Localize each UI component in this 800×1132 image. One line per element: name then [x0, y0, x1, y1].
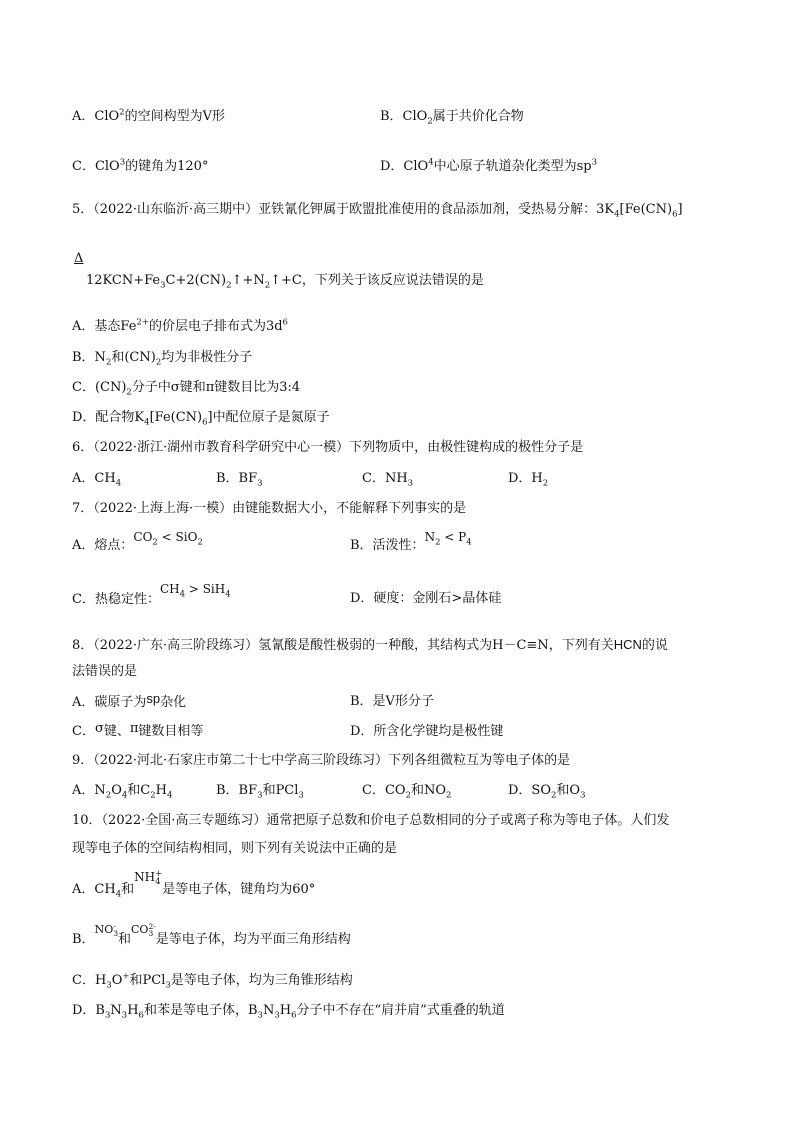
q5-b-sub2: 2 — [155, 357, 162, 368]
q10-option-b — [72, 922, 351, 949]
q8-stem — [72, 636, 668, 655]
q4-c-text: C．ClO — [72, 159, 120, 174]
q8-stem-3: 的说 — [641, 638, 668, 653]
q10-b-ion1-sup: - — [113, 922, 116, 931]
q8-stem-2: ，下列有关 — [548, 638, 614, 653]
q10-a-1: A．CH — [72, 882, 116, 897]
q6-a-sub: 4 — [115, 478, 122, 489]
q5-eq-1: 12KCN+Fe — [86, 273, 161, 288]
q8-a-sp: sp — [146, 691, 161, 706]
q10-b-rest: 是等电子体，均为平面三角形结构 — [155, 932, 351, 947]
q10-a-mid: 和 — [121, 882, 135, 897]
q10-b-ion2 — [131, 923, 156, 936]
q5-eq-sub2: 2 — [226, 280, 232, 291]
q7-option-b — [350, 530, 472, 555]
q5-b-mid: 和(CN) — [111, 350, 156, 365]
q9-a-1: A．N — [72, 783, 106, 798]
q9-a-s2: 4 — [121, 790, 128, 801]
q8-c-sigma: σ — [94, 721, 104, 736]
q4-option-a — [72, 108, 225, 126]
q5-eq-sub1: 3 — [160, 280, 166, 291]
q9-a-2: O — [111, 783, 122, 798]
q9-a-4: H — [155, 783, 167, 798]
q10-b-1: B． — [72, 932, 95, 947]
q10-a-ion-sub: 4 — [155, 876, 161, 887]
q9-a-s4: 4 — [167, 790, 173, 801]
q7-a-m2: < SiO — [157, 530, 198, 544]
q4-option-c — [72, 158, 208, 176]
q4-b-sub: 2 — [427, 116, 433, 127]
q4-c-sup: 3 — [119, 157, 126, 168]
q7-c-math — [159, 582, 231, 600]
q7-option-a — [72, 530, 203, 555]
q6-b-text: B．BF — [216, 471, 258, 486]
q8-option-d: D．所含化学键均是极性键 — [350, 724, 504, 739]
q6-stem: 6．（2022·浙江·湖州市教育科学研究中心一模）下列物质中，由极性键构成的极性分子是 — [72, 440, 584, 455]
q10-a-ion — [134, 868, 163, 887]
q5-option-b — [72, 349, 252, 367]
q5-stem-sub: 4 — [614, 209, 620, 220]
q10-d-2: N — [110, 1003, 122, 1018]
q5-option-a — [72, 318, 288, 336]
q5-eq-sub3: 2 — [264, 280, 271, 291]
q5-a-sup2: 6 — [282, 317, 288, 328]
q7-b-math — [424, 530, 472, 548]
q4-option-b — [380, 108, 524, 126]
q7-option-c — [72, 582, 231, 609]
q10-d-s1: 3 — [104, 1010, 111, 1021]
q5-stem-end: ] — [677, 202, 683, 217]
q4-b-rest: 属于共价化合物 — [432, 109, 524, 124]
q9-a-3: 和C — [127, 783, 151, 798]
q10-b-ion1-sub: 3 — [113, 929, 118, 938]
q5-eq-3: ↑+N — [231, 273, 265, 288]
q7-b-m1: N — [424, 530, 436, 544]
q9-b-s1: 3 — [257, 790, 263, 801]
q7-c-msub2: 4 — [225, 589, 231, 600]
q10-b-mid: 和 — [118, 932, 132, 947]
q5-eq-2: C+2(CN) — [165, 273, 227, 288]
q7-a-msub1: 2 — [152, 537, 158, 548]
q8-option-a — [72, 693, 186, 712]
q6-c-text: C．NH — [362, 471, 408, 486]
q7-c-text: C．热稳定性： — [72, 592, 160, 607]
q7-c-msub1: 4 — [179, 589, 186, 600]
q5-d-rest: ]中配位原子是氮原子 — [207, 410, 330, 425]
q4-b-text: B．ClO — [380, 109, 428, 124]
q8-a-text: A．碳原子为 — [72, 695, 147, 710]
q8-c-pi: π — [129, 721, 139, 736]
q10-b-ion1-text: NO — [94, 923, 114, 936]
q7-b-m2: < P — [440, 530, 467, 544]
q6-d-sub: 2 — [542, 478, 549, 489]
q7-stem: 7．（2022·上海上海·一模）由键能数据大小，不能解释下列事实的是 — [72, 501, 467, 516]
q10-d-s6: 6 — [291, 1010, 297, 1021]
q10-a-rest: 是等电子体，键角均为60° — [162, 882, 316, 897]
q10-option-c — [72, 972, 353, 990]
q10-option-a — [72, 868, 316, 900]
q10-b-ion2-text: CO — [131, 923, 149, 936]
q9-d-s1: 2 — [551, 790, 557, 801]
q6-a-text: A．CH — [72, 471, 116, 486]
q4-d-text: D．ClO — [380, 159, 429, 174]
q10-d-3: H — [127, 1003, 139, 1018]
q10-d-s4: 3 — [257, 1010, 263, 1021]
q7-c-m1: CH — [159, 582, 180, 596]
q5-a-text: A．基态Fe — [72, 319, 137, 334]
q4-d-sup2: 3 — [591, 157, 598, 168]
q10-d-s2: 3 — [121, 1010, 128, 1021]
q5-stem-text: 5．（2022·山东临沂·高三期中）亚铁氰化钾属于欧盟批准使用的食品添加剂，受热易分解：3K — [72, 202, 615, 217]
q10-a-ion-sup: + — [155, 868, 163, 879]
q4-a-sup: 2 — [119, 107, 125, 118]
q5-c-rest: 分子中σ键和π键数目比为3:4 — [131, 380, 301, 395]
delta-text: Δ — [74, 251, 84, 266]
q9-c-1: C．CO — [362, 783, 406, 798]
q10-d-s5: 3 — [274, 1010, 280, 1021]
q4-c-rest: 的键角为120° — [125, 159, 209, 174]
q5-stem — [72, 201, 683, 219]
q7-c-m2: > SiH — [185, 582, 226, 596]
q6-d-text: D．H — [508, 471, 543, 486]
q10-b-ion1 — [95, 923, 118, 936]
q9-d-s2: 3 — [580, 790, 586, 801]
q6-option-c — [362, 470, 413, 488]
q10-c-rest: 是等电子体，均为三角锥形结构 — [170, 973, 353, 988]
q8-option-b: B．是V形分子 — [350, 694, 434, 709]
q9-b-1: B．BF — [216, 783, 258, 798]
q5-option-d — [72, 409, 330, 427]
q9-b-2: 和PCl — [262, 783, 299, 798]
q4-a-rest: 的空间构型为V形 — [124, 109, 225, 124]
q9-option-c — [362, 782, 451, 800]
q10-c-sup: + — [122, 971, 130, 982]
q5-eq-4: ↑+C，下列关于该反应说法错误的是 — [270, 273, 484, 288]
q10-d-s3: 6 — [138, 1010, 144, 1021]
q7-a-text: A．熔点： — [72, 538, 134, 553]
q4-option-d — [380, 158, 597, 176]
q9-b-s2: 3 — [298, 790, 304, 801]
q7-a-m1: CO — [133, 530, 153, 544]
q10-b-ion2-sup: 2- — [148, 922, 156, 931]
q9-option-d — [508, 782, 586, 800]
q5-d-mid: [Fe(CN) — [149, 410, 203, 425]
q5-b-rest: 均为非极性分子 — [161, 350, 253, 365]
q7-option-d: D．硬度：金刚石>晶体硅 — [350, 591, 502, 606]
q10-c-1: C．H — [72, 973, 107, 988]
q5-d-text: D．配合物K — [72, 410, 145, 425]
q5-d-sub: 4 — [144, 417, 150, 428]
q8-a-rest: 杂化 — [160, 695, 187, 710]
q9-c-2: 和NO — [410, 783, 447, 798]
q5-d-sub2: 6 — [202, 417, 208, 428]
q10-d-5: N — [262, 1003, 275, 1018]
q5-b-text: B．N — [72, 350, 106, 365]
q7-b-msub2: 4 — [466, 537, 472, 548]
q7-b-text: B．活泼性： — [350, 538, 425, 553]
q10-a-s1: 4 — [115, 889, 122, 900]
q8-stem-line2: 法错误的是 — [72, 664, 138, 679]
q5-stem-sub2: 6 — [672, 209, 678, 220]
q9-a-s1: 2 — [105, 790, 112, 801]
q5-stem-tail: [Fe(CN) — [619, 202, 673, 217]
q5-delta-symbol — [74, 250, 83, 268]
q9-option-a — [72, 782, 172, 800]
q6-option-a — [72, 470, 121, 488]
q8-c-mid: 键、 — [103, 724, 130, 739]
q10-c-3: 和PCl — [129, 973, 166, 988]
q10-d-1: D．B — [72, 1003, 105, 1018]
q10-c-2: O — [111, 973, 123, 988]
q5-option-c — [72, 379, 300, 397]
q9-d-1: D．SO — [508, 783, 551, 798]
q10-stem-line2: 现等电子体的空间结构相同，则下列有关说法中正确的是 — [72, 841, 398, 856]
q5-c-text: C．(CN) — [72, 380, 127, 395]
q9-option-b — [216, 782, 304, 800]
q10-option-d — [72, 1002, 505, 1020]
q8-option-c — [72, 723, 203, 741]
q8-c-text: C． — [72, 724, 95, 739]
q7-a-msub2: 2 — [197, 537, 203, 548]
q8-formula: H－C≡N — [492, 638, 549, 653]
q7-a-math — [133, 530, 203, 548]
q8-hcn: HCN — [613, 637, 642, 652]
q8-c-rest: 键数目相等 — [138, 724, 204, 739]
q10-c-s2: 3 — [165, 980, 171, 991]
q10-d-rest: 分子中不存在“肩并肩”式重叠的轨道 — [296, 1003, 505, 1018]
q9-d-2: 和O — [556, 783, 581, 798]
q6-c-sub: 3 — [407, 478, 414, 489]
q9-stem: 9．（2022·河北·石家庄市第二十七中学高三阶段练习）下列各组微粒互为等电子体的是 — [72, 753, 571, 768]
q5-a-sup: 2+ — [136, 317, 149, 328]
q10-c-s1: 3 — [106, 980, 112, 991]
q6-option-d — [508, 470, 548, 488]
q6-b-sub: 3 — [257, 478, 263, 489]
q9-a-s3: 2 — [150, 790, 156, 801]
q9-c-s2: 2 — [446, 790, 452, 801]
q10-d-6: H — [279, 1003, 292, 1018]
q7-b-msub1: 2 — [435, 537, 441, 548]
q10-stem: 10．（2022·全国·高三专题练习）通常把原子总数和价电子总数相同的分子或离子称为等电子体。人们发 — [72, 813, 670, 828]
q10-b-ion2-sub: 3 — [148, 929, 154, 938]
q4-a-text: A．ClO — [72, 109, 120, 124]
q6-option-b — [216, 470, 263, 488]
q5-a-rest: 的价层电子排布式为3d — [148, 319, 283, 334]
q8-stem-text: 8．（2022·广东·高三阶段练习）氢氰酸是酸性极弱的一种酸，其结构式为 — [72, 638, 493, 653]
q10-a-ion-text: NH — [134, 870, 156, 884]
q9-c-s1: 2 — [405, 790, 411, 801]
q4-d-sup: 4 — [428, 157, 434, 168]
q5-c-sub: 2 — [126, 387, 132, 398]
q10-d-4: 和苯是等电子体，B — [143, 1003, 258, 1018]
q5-equation — [86, 272, 484, 290]
q4-d-rest: 中心原子轨道杂化类型为sp — [433, 159, 592, 174]
q5-b-sub: 2 — [105, 357, 112, 368]
